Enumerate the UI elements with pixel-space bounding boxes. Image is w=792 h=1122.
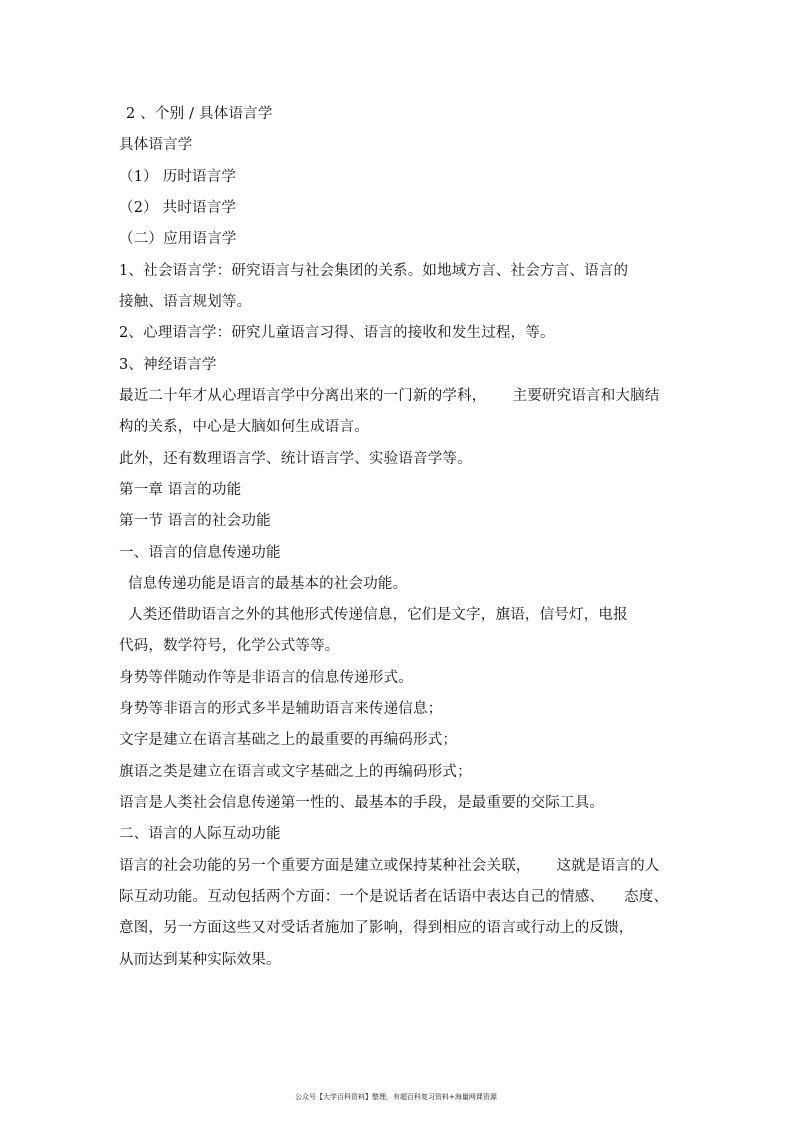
text-interpersonal-2 xyxy=(119,888,668,906)
text-sociolinguistics: 1、社会语言学：研究语言与社会集团的关系。如地域方言、社会方言、语言的 xyxy=(119,263,629,279)
text-sociolinguistics-cont: 接触、语言规划等。 xyxy=(119,294,252,310)
text-interpersonal-3: 意图，另一方面这些又对受话者施加了影响，得到相应的语言或行动上的反馈， xyxy=(119,920,634,936)
text-segment: 态度、 xyxy=(624,889,669,905)
text-segment: 际互动功能。互动包括两个方面：一个是说话者在话语中表达自己的情感、 xyxy=(119,889,605,905)
heading-chapter-1: 第一章 语言的功能 xyxy=(119,482,242,498)
text-info-transfer-basic: 信息传递功能是语言的最基本的社会功能。 xyxy=(128,576,408,592)
heading-section-1: 第一节 语言的社会功能 xyxy=(119,513,271,529)
text-diachronic-linguistics: （1） 历时语言学 xyxy=(119,169,237,185)
page-footer: 公众号【大学百科资料】整理，有超百科复习资料+海量网课资源 xyxy=(295,1093,497,1101)
text-neurolinguistics: 3、神经语言学 xyxy=(119,357,217,373)
heading-interpersonal: 二、语言的人际互动功能 xyxy=(119,826,281,842)
text-psycholinguistics: 2、心理语言学：研究儿童语言习得、语言的接收和发生过程，等。 xyxy=(119,325,555,341)
text-segment: 最近二十年才从心理语言学中分离出来的一门新的学科， xyxy=(119,388,487,404)
text-segment: 语言的社会功能的另一个重要方面是建立或保持某种社会关联， xyxy=(119,858,531,874)
text-writing-recoding: 文字是建立在语言基础之上的最重要的再编码形式； xyxy=(119,732,458,748)
heading-individual-linguistics: 2 、个别 / 具体语言学 xyxy=(126,106,273,122)
text-neurolinguistics-desc-cont: 构的关系，中心是大脑如何生成语言。 xyxy=(119,419,369,435)
text-body-language-aux: 身势等非语言的形式多半是辅助语言来传递信息； xyxy=(119,701,443,717)
text-other-forms: 人类还借助语言之外的其他形式传递信息，它们是文字，旗语，信号灯，电报 xyxy=(128,607,628,623)
text-concrete-linguistics: 具体语言学 xyxy=(119,137,193,153)
text-other-branches: 此外，还有数理语言学、统计语言学、实验语音学等。 xyxy=(119,451,472,467)
text-language-primary: 语言是人类社会信息传递第一性的、最基本的手段，是最重要的交际工具。 xyxy=(119,795,605,811)
text-flag-recoding: 旗语之类是建立在语言或文字基础之上的再编码形式； xyxy=(119,764,472,780)
text-neurolinguistics-desc xyxy=(119,387,660,405)
text-interpersonal-1 xyxy=(119,857,660,875)
heading-info-transfer: 一、语言的信息传递功能 xyxy=(119,545,281,561)
text-segment: 主要研究语言和大脑结 xyxy=(512,388,660,404)
text-synchronic-linguistics: （2） 共时语言学 xyxy=(119,200,237,216)
text-body-language: 身势等伴随动作等是非语言的信息传递形式。 xyxy=(119,670,413,686)
text-interpersonal-4: 从而达到某种实际效果。 xyxy=(119,952,281,968)
heading-applied-linguistics: （二）应用语言学 xyxy=(119,231,237,247)
text-other-forms-cont: 代码，数学符号，化学公式等等。 xyxy=(119,638,340,654)
text-segment: 这就是语言的人 xyxy=(556,858,660,874)
